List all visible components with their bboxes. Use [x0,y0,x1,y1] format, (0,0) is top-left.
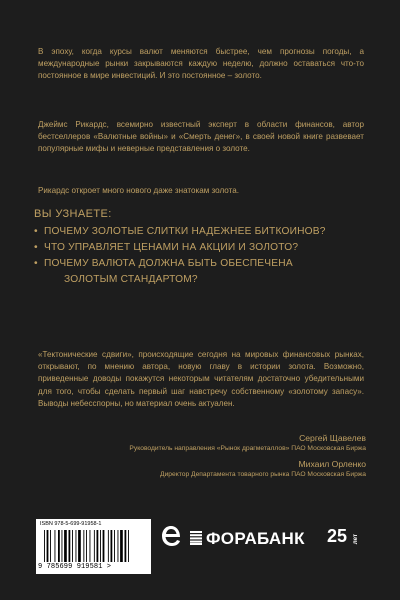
barcode-bars-icon [44,530,144,562]
sponsor-years-suffix: лет [352,534,359,545]
sponsor-years: 25 [327,526,348,546]
endorser-role: Руководитель направления «Рынок драгметаллов» ПАО Московская Биржа [129,445,366,452]
eksmo-logo-icon [160,524,182,548]
endorser-name: Михаил Орленко [298,459,366,469]
forabank-logo-icon [190,531,202,545]
author-paragraph: Джеймс Рикардс, всемирно известный эксперт в области финансов, автор бестселлеров «Валютные войны» и «Смерть денег», в своей новой книге развевает популярные мифы и неверные представления о золоте. [38,120,364,154]
barcode [36,519,151,574]
intro-paragraph: В эпоху, когда курсы валют меняются быстрее, чем прогнозы погоды, а международные рынки закрываются каждую неделю, должно оставаться что-то постоянное в мире инвестиций. И это постоянное – золото. [38,47,364,81]
list-item-continuation: ЗОЛОТЫМ СТАНДАРТОМ? [64,274,198,285]
list-item: • ПОЧЕМУ ВАЛЮТА ДОЛЖНА БЫТЬ ОБЕСПЕЧЕНА [34,256,364,272]
teaser-paragraph: Рикардс откроет много нового даже знатокам золота. [38,186,239,195]
endorser-name: Сергей Щавелев [299,433,366,443]
list-item: • ЧТО УПРАВЛЯЕТ ЦЕНАМИ НА АКЦИИ И ЗОЛОТО? [34,240,364,256]
learn-heading: ВЫ УЗНАЕТЕ: [34,208,112,220]
endorser-role: Директор Департамента товарного рынка ПАО Московская Биржа [160,471,366,478]
sponsor-name: ФОРАБАНК [206,529,305,548]
endorsement-quote: «Тектонические сдвиги», происходящие сегодня на мировых финансовых рынках, открывают, по мнению автора, новую главу в истории золота. Возможно, приведенные доводы покажутся некоторым читателям достаточно убедительными для того, чтобы сделать первый шаг навстречу собственному «золотому запасу». Выводы небесспорны, но материал очень актуален. [38,350,364,408]
learn-list [34,224,364,288]
list-item: • ПОЧЕМУ ЗОЛОТЫЕ СЛИТКИ НАДЕЖНЕЕ БИТКОИНОВ? [34,224,364,240]
barcode-digits: 9 785699 919581 > [38,563,112,571]
isbn-label: ISBN 978-5-699-91958-1 [40,521,102,527]
